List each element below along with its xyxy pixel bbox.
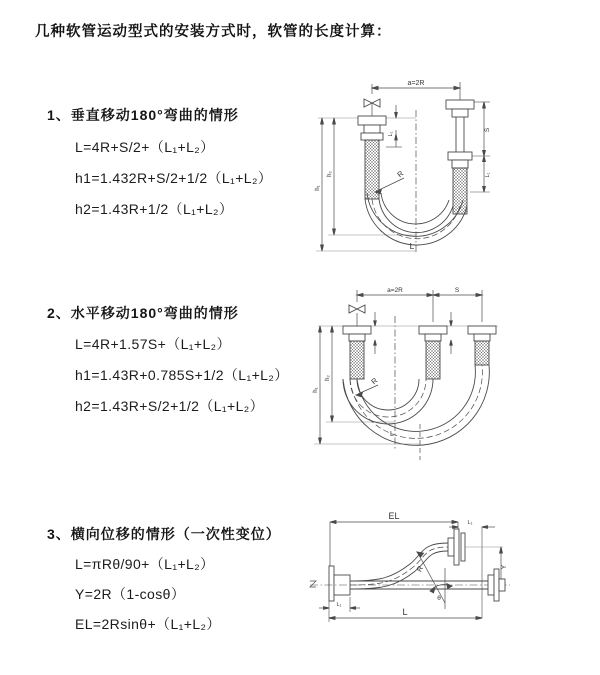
diagram-lateral-displacement	[302, 508, 572, 653]
left-fitting	[358, 116, 386, 199]
label-l: L	[402, 607, 408, 617]
label-theta: θ	[437, 595, 441, 602]
section-3-formula-Y: Y=2R（1-cosθ）	[75, 586, 186, 602]
valve-icon	[364, 99, 380, 116]
label-a2r: a=2R	[387, 287, 403, 294]
lower-flange	[488, 569, 505, 601]
radius-line	[419, 555, 445, 603]
label-h2: h₂	[325, 375, 331, 381]
valve-icon	[349, 305, 365, 326]
section-2-formula-h1: h1=1.43R+0.785S+1/2（L₁+L₂）	[75, 367, 289, 383]
label-y: Y	[501, 564, 508, 570]
section-2-formula-L: L=4R+1.57S+（L₁+L₂）	[75, 336, 231, 352]
label-a2r: a=2R	[407, 80, 425, 87]
label-el: EL	[388, 511, 400, 521]
label-s: S	[484, 127, 491, 133]
label-l1-bottom: L₁	[336, 602, 342, 608]
section-1-formula-h1: h1=1.432R+S/2+1/2（L₁+L₂）	[75, 170, 273, 186]
label-l1-right: L₁	[485, 172, 491, 178]
diagram-vertical-180-bend	[312, 72, 547, 257]
label-h1: h₁	[313, 387, 319, 393]
label-h1: h₁	[315, 185, 321, 191]
section-2-heading: 2、水平移动180°弯曲的情形	[47, 305, 239, 321]
label-h2: h₂	[327, 171, 333, 177]
section-2-formula-h2: h2=1.43R+S/2+1/2（L₁+L₂）	[75, 398, 265, 414]
label-s: S	[454, 287, 460, 294]
label-l1-left: L₁	[388, 131, 394, 137]
label-r: R	[395, 168, 406, 180]
braided-hose-section	[475, 341, 489, 365]
braided-hose-section	[365, 140, 379, 199]
section-1-formula-h2: h2=1.43R+1/2（L₁+L₂）	[75, 201, 234, 217]
section-1-formula-L: L=4R+S/2+（L₁+L₂）	[75, 139, 215, 155]
right-fitting	[468, 326, 496, 365]
hose-u-moved	[343, 365, 489, 445]
section-3-heading: 3、横向位移的情形（一次性变位）	[47, 526, 281, 542]
diagram-horizontal-180-bend	[312, 282, 547, 467]
label-r: R	[414, 564, 426, 574]
braided-hose-section	[426, 341, 440, 379]
section-3-formula-L: L=πRθ/90+（L₁+L₂）	[75, 556, 215, 572]
left-fitting	[343, 326, 371, 379]
label-l: L	[409, 241, 415, 251]
centerline-break-symbol	[310, 581, 316, 587]
upper-flange	[448, 529, 465, 565]
label-r: R	[369, 375, 380, 387]
middle-fitting	[419, 326, 447, 379]
page-title: 几种软管运动型式的安装方式时，软管的长度计算：	[35, 24, 392, 40]
section-1-heading: 1、垂直移动180°弯曲的情形	[47, 107, 239, 123]
right-fitting	[446, 100, 474, 214]
braided-hose-section	[350, 341, 364, 379]
label-l1-top: L₁	[467, 520, 473, 526]
label-l: L	[390, 431, 394, 438]
left-flange	[329, 566, 350, 601]
section-3-formula-EL: EL=2Rsinθ+（L₁+L₂）	[75, 616, 221, 632]
